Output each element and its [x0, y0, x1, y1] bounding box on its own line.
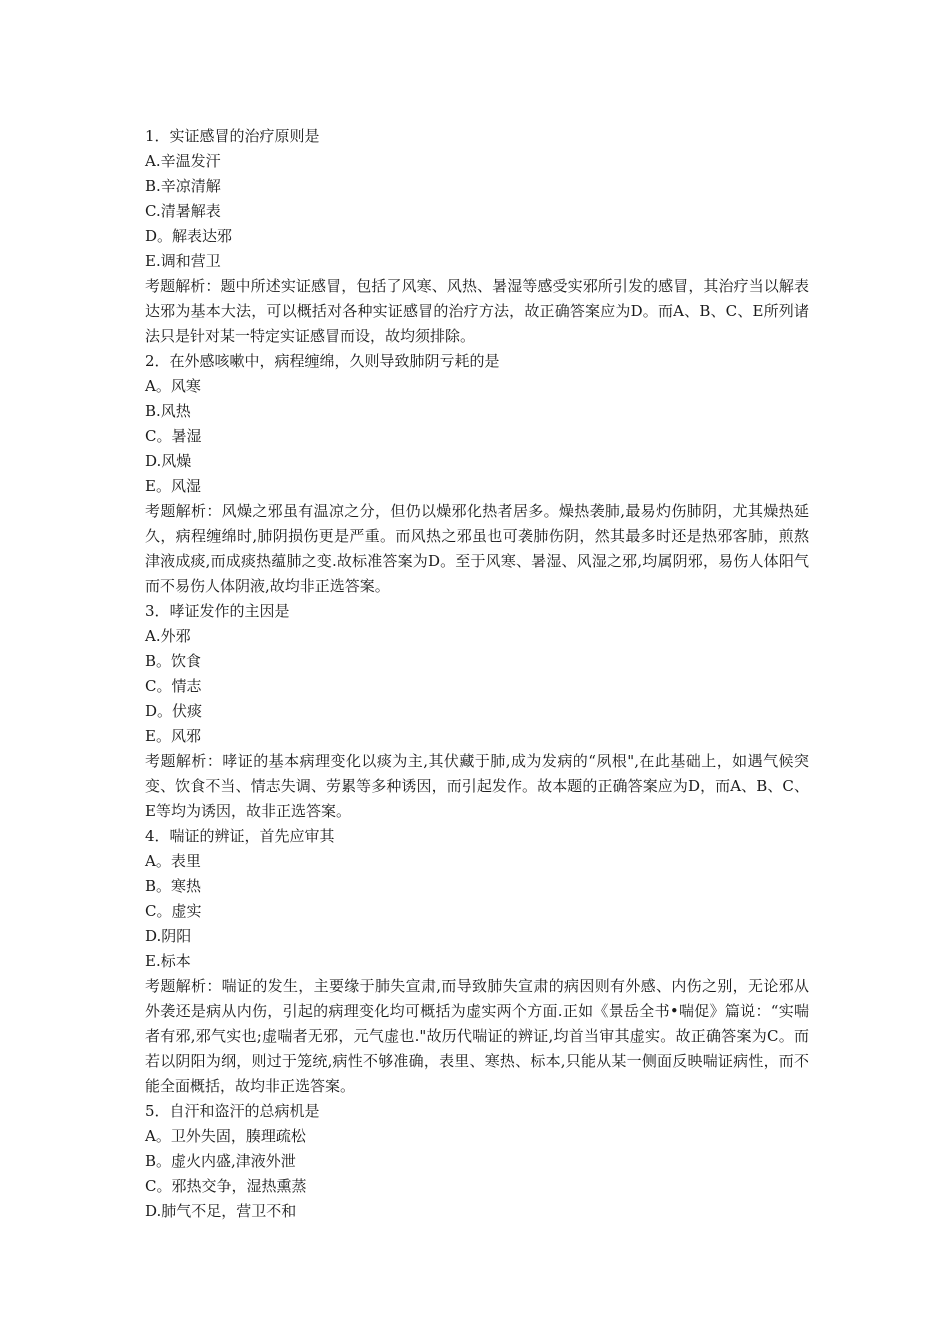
- question-1: [145, 124, 809, 349]
- option-e: E。风湿: [145, 477, 201, 495]
- option-a: A。表里: [145, 852, 201, 870]
- option-e: E.调和营卫: [145, 252, 221, 270]
- question-stem: 4．喘证的辨证，首先应审其: [145, 827, 335, 845]
- question-stem: 2．在外感咳嗽中，病程缠绵，久则导致肺阴亏耗的是: [145, 352, 500, 370]
- answer-analysis: 考题解析：题中所述实证感冒，包括了风寒、风热、暑湿等感受实邪所引发的感冒，其治疗当以解表达邪为基本大法，可以概括对各种实证感冒的治疗方法，故正确答案应为D。而A、B、C、E所列诸法只是针对某一特定实证感冒而设，故均须排除。: [145, 277, 809, 345]
- question-2: [145, 349, 809, 599]
- option-c: C。邪热交争，湿热熏蒸: [145, 1177, 307, 1195]
- option-c: C。虚实: [145, 902, 202, 920]
- option-a: A.外邪: [145, 627, 191, 645]
- question-4: [145, 824, 809, 1099]
- option-e: E。风邪: [145, 727, 201, 745]
- option-c: C。暑湿: [145, 427, 202, 445]
- option-a: A。风寒: [145, 377, 201, 395]
- question-5: [145, 1099, 809, 1224]
- option-d: D.肺气不足，营卫不和: [145, 1202, 297, 1220]
- option-d: D。伏痰: [145, 702, 203, 720]
- answer-analysis: 考题解析：喘证的发生，主要缘于肺失宣肃,而导致肺失宣肃的病因则有外感、内伤之别，无论邪从外袭还是病从内伤，引起的病理变化均可概括为虚实两个方面.正如《景岳全书•喘促》篇说：“实喘者有邪,邪气实也;虚喘者无邪，元气虚也."故历代喘证的辨证,均首当审其虚实。故正确答案为C。而若以阴阳为纲，则过于笼统,病性不够准确，表里、寒热、标本,只能从某一侧面反映喘证病性，而不能全面概括，故均非正选答案。: [145, 977, 809, 1095]
- question-stem: 1．实证感冒的治疗原则是: [145, 127, 320, 145]
- option-c: C。情志: [145, 677, 202, 695]
- option-d: D.风燥: [145, 452, 192, 470]
- option-c: C.清暑解表: [145, 202, 221, 220]
- option-b: B。虚火内盛,津液外泄: [145, 1152, 296, 1170]
- option-d: D。解表达邪: [145, 227, 233, 245]
- document-body: [145, 124, 809, 1224]
- answer-analysis: 考题解析：哮证的基本病理变化以痰为主,其伏藏于肺,成为发病的“夙根",在此基础上，如遇气候突变、饮食不当、情志失调、劳累等多种诱因，而引起发作。故本题的正确答案应为D，而A、B、C、E等均为诱因，故非正选答案。: [145, 752, 809, 820]
- option-b: B。饮食: [145, 652, 202, 670]
- option-a: A.辛温发汗: [145, 152, 221, 170]
- question-stem: 3．哮证发作的主因是: [145, 602, 290, 620]
- option-d: D.阴阳: [145, 927, 192, 945]
- option-a: A。卫外失固，腠理疏松: [145, 1127, 306, 1145]
- answer-analysis: 考题解析：风燥之邪虽有温凉之分，但仍以燥邪化热者居多。燥热袭肺,最易灼伤肺阴，尤其燥热延久，病程缠绵时,肺阴损伤更是严重。而风热之邪虽也可袭肺伤阴，然其最多时还是热邪客肺，煎熬津液成痰,而成痰热蕴肺之变.故标准答案为D。至于风寒、暑湿、风湿之邪,均属阴邪，易伤人体阳气而不易伤人体阴液,故均非正选答案。: [145, 502, 809, 595]
- option-b: B。寒热: [145, 877, 202, 895]
- option-b: B.风热: [145, 402, 191, 420]
- option-e: E.标本: [145, 952, 191, 970]
- question-stem: 5．自汗和盗汗的总病机是: [145, 1102, 320, 1120]
- option-b: B.辛凉清解: [145, 177, 221, 195]
- question-3: [145, 599, 809, 824]
